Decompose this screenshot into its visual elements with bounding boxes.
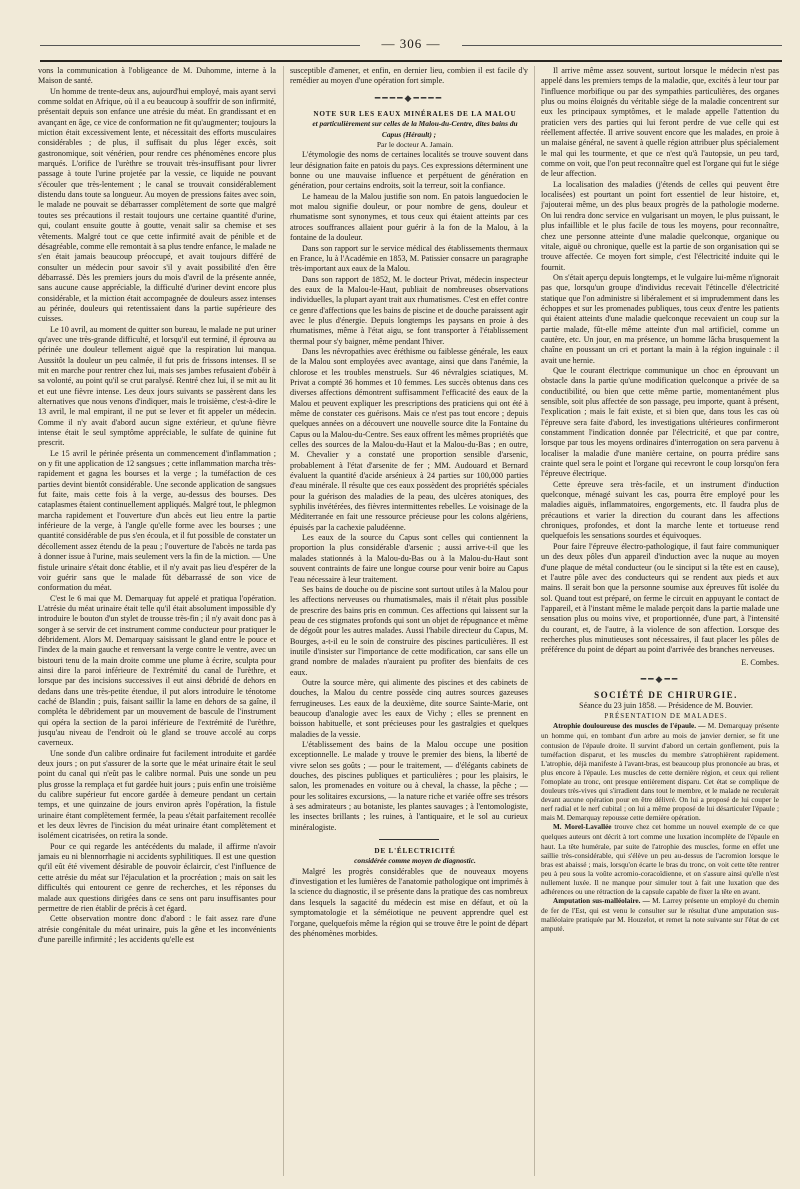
paragraph: Malgré les progrès considérables que de nouveaux moyens d'investigation et les lumières de l'anatomie pathologique ont imprimés à la science du diagnostic, il se présente dans la pratique des cas nombreux dans lesquels la sagacité du médecin est mise en défaut, et où la symptomatologie et la séméiotique ne peuvent apprendre quel est l'organe, quelquefois même la région qui se trouve être le point de départ des phénomènes morbides.: [290, 866, 528, 938]
paragraph: L'établissement des bains de la Malou occupe une position exceptionnelle. Le malade y trouve le premier des biens, la liberté de vivre selon ses goûts ; — pour le traitement, — d'élégants cabinets de douches, des piscines publiques et particulières ; pour les plaisirs, le salon, les promenades en voiture ou à cheval, la chasse, la pêche ; — pour les solitaires excursions, — la nature riche et variée offre ses trésors à ses admirateurs ; au botaniste, les plantes sauvages ; à l'entomologiste, les insectes brillants ; les ruines, à l'antiquaire, et le sol au curieux minéralogiste.: [290, 740, 528, 832]
article-title: NOTE SUR LES EAUX MINÉRALES DE LA MALOU: [313, 110, 517, 119]
paragraph: La localisation des maladies (j'étends de celles qui peuvent être localisées) est pourtant un point fort essentiel de leur histoire, et, j'ajouterai même, un des plus beaux progrès de la pathologie moderne. On lui rendra donc service en vulgarisant un moyen, le plus puissant, le plus infaillible et le plus facile de tous les moyens, pour reconnaître, chez une personne atteinte d'une maladie quelconque, organique ou vitale, aiguë ou chronique, quelle est la partie de son organisation qui se trouve affectée. Ce moyen fort simple, c'est l'électricité induite qui le fournit.: [541, 179, 779, 272]
paragraph: Cette observation montre donc d'abord : le fait assez rare d'une atrésie congénitale du méat urinaire, puis la gêne et les inconvénients d'une pareille infirmité ; les accidents qu'elle est: [38, 914, 276, 944]
paragraph: Un homme de trente-deux ans, aujourd'hui employé, mais ayant servi comme soldat en Afrique, où il a eu beaucoup à souffrir de son infirmité, présentait depuis son enfance une atrésie du méat. En grandissant et en avançant en âge, ce vice de conformation ne fit qu'augmenter; toujours la miction était excessivement lente, et nécessitait des efforts musculaires considérables ; de plus, il suffisait du plus léger excès, soit gastronomique, soit vénérien, pour rendre ces phénomènes encore plus marqués. L'orifice de l'urèthre se trouvait très-insuffisant pour livrer passage à toute l'urine projetée par la vessie, ce liquide ne pouvant s'écouler que très-lentement ; le canal se trouvait considérablement distendu dans toute sa longueur. Au moyen de pressions faites avec soin, le malade ne pouvait se débarrasser complètement de sorte que malgré toutes ses précautions il restait toujours une certaine quantité d'urine, qui, coulant ensuite goutte à goutte, venait salir sa chemise et ses vêtements. Malgré tout ce que cette infirmité avait de pénible et de désagréable, comme elle remontait à sa plus tendre enfance, le malade ne s'en était jamais beaucoup préoccupé, et avait toujours différé de consulter un médecin pour savoir s'il y avait possibilité d'en être débarrassé. Dès les premiers jours du mois d'avril de la présente année, sans aucune cause appréciable, la difficulté d'uriner devint encore plus considérable, et la miction était accompagnée de douleurs assez intenses au périnée, douleurs qui retentissaient dans la partie supérieure des cuisses.: [38, 86, 276, 324]
column-separator: [534, 66, 535, 1176]
paragraph: Il arrive même assez souvent, surtout lorsque le médecin n'est pas appelé dans les premiers temps de la maladie, que, excités à leur tour par l'influence morbifique ou par des sympathies particulières, des organes plus ou moins éloignés du véritable siége de la maladie concentrent sur eux les principaux symptômes, et le malade appelle l'attention du praticien vers des parties qui lui feront perdre de vue celle qui est réellement affectée. Il arrive souvent encore que les malades, en proie à un malaise général, ne savent à quelle région attribuer plus spécialement le mal qui les tourmente, et que ce n'est qu'à l'autopsie, un peu tard, comme on voit, que l'on peut reconnaître quel est l'organe qui fut le siége de leur affection.: [541, 66, 779, 179]
article-subtitle: et particulièrement sur celles de la Malou-du-Centre, dites bains du Capus (Hérault) ;: [312, 119, 518, 139]
case-lead: Atrophie douloureuse des muscles de l'épaule. —: [553, 722, 706, 731]
case-text: M. Larrey présente un employé du chemin de fer de l'Est, qui est venu le consulter sur le résultat d'une amputation sus-malléolaire pratiquée par M. Houzelot, et remet la note suivante sur l'état de cet amputé.: [541, 896, 779, 934]
paragraph: vons la communication à l'obligeance de M. Duhomme, interne à la Maison de santé.: [38, 66, 276, 86]
paragraph: Outre la source mère, qui alimente des piscines et des cabinets de douches, la Malou du centre possède cinq autres sources gazeuses ferrugineuses. Les eaux de la deuxième, dite source Sainte-Marie, ont beaucoup d'analogie avec les eaux de Vichy ; elles se prennent en boisson habituelle, et sont précieuses pour les gastralgies et quelques maladies de la vessie.: [290, 677, 528, 739]
paragraph: susceptible d'amener, et enfin, en dernier lieu, combien il est facile d'y remédier au moyen d'une opération fort simple.: [290, 66, 528, 86]
author-signature: E. Combes.: [741, 657, 779, 667]
society-title: SOCIÉTÉ DE CHIRURGIE.: [594, 690, 738, 701]
case-text: trouve chez cet homme un nouvel exemple de ce que quelques auteurs ont décrit à tort comme une luxation incomplète de l'épaule en haut. La tête humérale, par suite de l'atrophie des muscles, forme en effet une saillie très-considérable, qui s'élève un peu au-dessus de l'acromion lorsque le bras est abaissé ; mais, lorsqu'on écarte le bras du tronc, on voit cette tête rentrer peu à peu sous la voûte acromio-coracoïdienne, et on s'assure ainsi qu'elle n'est nullement luxée. Il ne manque pour simuler tout à fait une luxation que des adhérences ou une rétraction de la capsule capable de fixer la tête en avant.: [541, 822, 779, 896]
paragraph: On s'était aperçu depuis longtemps, et le vulgaire lui-même n'ignorait pas que, lorsqu'un groupe d'individus recevait l'étincelle d'électricité statique que l'on administre si libéralement et si imprudemment dans les échoppes et sur les promenades publiques, tous ceux d'entre les patients qui étaient atteints d'une maladie quelconque recevaient un coup sur la partie malade, fût-elle même atteinte d'un mal artificiel, comme un cautère, etc. Un jour, en ma présence, un homme lâcha brusquement la chaîne en poussant un cri et portant la main à la région inguinale : il avait une hernie.: [541, 272, 779, 365]
case-paragraph: [541, 896, 779, 933]
paragraph: Une sonde d'un calibre ordinaire fut facilement introduite et gardée deux jours ; on put s'assurer de la sorte que le méat urinaire était le seul point du canal qui n'eût pas le calibre normal. Puis une sonde un peu plus grosse la remplaça et fut gardée huit jours ; puis enfin une troisième du calibre supérieur fut encore gardée à demeure pendant un certain temps, et une quinzaine de jours environ après l'opération, la fistule urinaire étant complètement fermée, la peau s'était parfaitement recollée et les deux lèvres de l'incision du méat urinaire étant complètement et isolément cicatrisées, on retira la sonde.: [38, 748, 276, 841]
paragraph: Pour ce qui regarde les antécédents du malade, il affirme n'avoir jamais eu ni blennorrhagie ni accidents syphilitiques. Il est une question qu'il eût été vivement désirable de pouvoir éclaircir, c'est l'influence de cette atrésie du méat sur l'éjaculation et la procréation ; mais on sait les difficultés qui entourent ce genre de recherches, et les réponses du malade aux questions dirigées dans ce sens ont paru insuffisantes pour permettre de rien établir de précis à cet égard.: [38, 841, 276, 913]
paragraph: Dans son rapport sur le service médical des établissements thermaux en France, lu à l'Académie en 1853, M. Patissier consacre un paragraphe très-important aux eaux de la Malou.: [290, 243, 528, 274]
page-number: — 306 —: [40, 36, 782, 54]
case-lead: M. Morel-Lavallée: [553, 823, 612, 832]
session-line: Séance du 23 juin 1858. — Présidence de M. Bouvier.: [579, 700, 753, 710]
paragraph: L'étymologie des noms de certaines localités se trouve souvent dans leur désignation faite en patois du pays. Ces expressions déterminent une bonne ou une mauvaise influence et perpétuent de génération en génération, pour certains endroits, soit la terreur, soit la confiance.: [290, 150, 528, 191]
column-1: [38, 66, 276, 1176]
divider-line: [379, 839, 439, 840]
header-rule: [40, 60, 782, 62]
paragraph: Le 10 avril, au moment de quitter son bureau, le malade ne put uriner qu'avec une très-grande difficulté, et lorsqu'il eut terminé, il éprouva au périnée une douleur tellement aiguë que la respiration lui manqua. Aussitôt la douleur un peu calmée, il fut pris de frissons intenses. Il se mit en marche pour rentrer chez lui, mais ses jambes refusaient d'obéir à sa volonté, au point qu'il se crut paralysé. Rentré chez lui, il se mit au lit et eut une fièvre intense. Les deux jours suivants se passèrent dans les alternatives que nous venons d'indiquer, mais le troisième, c'est-à-dire le 13 avril, le mal empirant, il ne put se lever et fit appeler un médecin. Comme il n'y avait d'abord aucun signe extérieur, et qu'une fièvre intense était le seul symptôme appréciable, le sulfate de quinine fut prescrit.: [38, 324, 276, 448]
section-heading: PRÉSENTATION DE MALADES.: [604, 711, 728, 720]
column-separator: [283, 66, 284, 1176]
paragraph: Ses bains de douche ou de piscine sont surtout utiles à la Malou pour les affections nerveuses ou rhumatismales, mais il n'était plus possible de prescrire des bains pris en commun. Ces affections qui laissent sur la peau de ces stigmates profonds qui sont un objet de répugnance et même de dégoût pour les autres malades. Aussi l'habile directeur du Capus, M. Bourges, a-t-il eu le soin de construire des piscines particulières. Il est inutile d'insister sur l'importance de cette modification, car sans elle un grand nombre de malades n'auraient pu profiter des bienfaits de ces eaux.: [290, 584, 528, 677]
case-text: M. Demarquay présente un homme qui, en tombant d'un arbre au mois de janvier dernier, se fit une contusion de l'épaule droite. Il survint d'abord un certain gonflement, puis la tuméfaction disparut, et les muscles du membre s'atrophièrent rapidement. L'atrophie, déjà manifeste à l'avant-bras, est beaucoup plus prononcée au bras, et plus encore à l'épaule. Les muscles de cette dernière région, et ceux qui relient l'omoplate au tronc, ont presque entièrement disparu. Cet état se complique de douleurs très-vives qui s'irradient dans tout le membre, et le malade ne reculerait devant aucune opération pour en être délivré. On lui a proposé de lui couper le nerf radial et le nerf cubital ; on lui a même proposé de lui désarticuler l'épaule ; mais M. Demarquay repousse cette dernière opération.: [541, 721, 779, 823]
paragraph: Cette épreuve sera très-facile, et un instrument d'induction quelconque, ménagé suivant les cas, pourra être employé pour les maladies aiguës, inflammatoires, engorgements, etc. Il faudra plus de précautions et varier la direction du courant dans les affections chroniques, profondes, et dont la marche lente et tortueuse rend quelquefois les sensations sourdes et équivoques.: [541, 479, 779, 541]
paragraph: Le 15 avril le périnée présenta un commencement d'inflammation ; on y fit une application de 12 sangsues ; cette inflammation marcha très-rapidement et gagna les bourses et la verge ; la tuméfaction de ces parties devint bientôt considérable. Une seconde application de sangsues fut faite, mais cette fois à la verge, au-dessus des bourses. Des cataplasmes étaient continuellement appliqués. Malgré tout, le phlegmon marcha rapidement et l'ouverture d'un abcès eut lieu entre la partie inférieure de la verge, à l'angle qu'elle forme avec les bourses ; une quantité considérable de pus s'en écoula, et il fut possible de constater un décollement assez étendu de la peau ; l'ouverture de l'abcès ne tarda pas à donner issue à l'urine, mais seulement vers la fin de la miction. — Une fistule urinaire s'était donc établie, et il n'y avait pas lieu d'espérer de la voir guérir sans que le malade fût débarrassé de son vice de conformation du méat.: [38, 448, 276, 593]
ornament-divider: ━━◆━━: [640, 673, 680, 684]
paragraph: Les eaux de la source du Capus sont celles qui contiennent la proportion la plus considérable d'arsenic ; aussi arrive-t-il que les malades stationnés à la Malou-du-Bas ou à la Malou-du-Haut sont souvent contraints de faire une longue course pour venir boire au Capus l'eau nécessaire à leur traitement.: [290, 533, 528, 584]
article-title: DE L'ÉLECTRICITÉ: [374, 847, 456, 856]
case-lead: Amputation sus-malléolaire. —: [553, 897, 650, 906]
paragraph: Que le courant électrique communique un choc en éprouvant un obstacle dans la partie qu'une modification quelconque a privée de sa conductibilité, ou bien que cette même partie, momentanément plus sensible, soit plus affectée de son passage, peu importe, quant à présent, l'explication ; mais le fait existe, et si bien que, dans tous les cas où l'épreuve sera faite d'abord, les investigations ultérieures confirmeront constamment l'indication donnée par l'électricité, et que par contre, lorsque par tous les moyens ordinaires d'interrogation on sera parvenu à localiser la maladie d'une manière certaine, on pourra prédire sans crainte quel sera le point et l'organe qui recevront le coup lorsqu'on fera l'épreuve électrique.: [541, 365, 779, 479]
case-paragraph: [541, 822, 779, 896]
column-3: [541, 66, 779, 1176]
paragraph: C'est le 6 mai que M. Demarquay fut appelé et pratiqua l'opération. L'atrésie du méat urinaire était telle qu'il était absolument impossible d'y introduire le bouton d'un stylet de trousse très-fin ; il n'y avait donc pas à songer à se servir de cet instrument comme conducteur pour pratiquer le débridement. Alors M. Demarquay saisissant le gland entre le pouce et l'index de la main gauche et renversant la verge contre le ventre, avec un bistouri tenu de la main droite comme une plume à écrire, sculpta pour ainsi dire la paroi inférieure de l'extrémité du canal de l'urèthre, et lorsque par des incisions successives il eut ainsi débridé de dehors en dedans dans une très-petite étendue, il put alors introduire le ténotome caché de Blandin ; puis, faisant saillir la lame en dehors de sa gaîne, il compléta le débridement par un mouvement de bascule de l'instrument qui opéra la section de la paroi inférieure de l'extrémité de l'urèthre, jusqu'au niveau de l'endroit où le gland se trouve accolé au corps caverneux.: [38, 593, 276, 748]
paragraph: Dans les névropathies avec éréthisme ou faiblesse générale, les eaux de la Malou sont employées avec avantage, ainsi que dans l'anémie, la chlorose et les troubles menstruels. Sur 46 névralgies sciatiques, M. Privat a compté 36 hommes et 10 femmes. Les succès obtenus dans ces diverses affections démontrent suffisamment l'efficacité des eaux de la Malou et peuvent expliquer les prescriptions des praticiens qui ont été à même de constater ces guérisons. Mais ce n'est pas tout encore ; depuis quelques années on a découvert une nouvelle source dite la Fontaine du Capus ou la Malou-du-Centre. Ses eaux offrent les mêmes propriétés que celles des sources de la Malou-du-Haut et la Malou-du-Bas ; en outre, M. Chevalier y a constaté une proportion sensible d'arsenic, probablement à l'état d'arsenite de fer ; MM. Audouard et Bernard évaluent la quantité d'acide arsénieux à 24 parties sur 100,000 parties d'eau minérale. Il résulte que ces eaux possèdent des propriétés spéciales pour la guérison des maladies de la peau, des ulcères atoniques, des syphilis invétérées, des fièvres intermittentes rebelles. Le voisinage de la Méditerranée en fait une ressource précieuse pour les colons algériens, épuisés par la cachexie paludéenne.: [290, 346, 528, 532]
article-byline: Par le docteur A. Jamain.: [376, 140, 454, 150]
paragraph: Dans son rapport de 1852, M. le docteur Privat, médecin inspecteur des eaux de la Malou-le-Haut, publiait de nombreuses observations individuelles, la plupart ayant trait aux rhumatismes. C'est en effet contre ce genre d'affections que les bains de piscine et de douche paraissent agir avec le plus d'énergie. Depuis longtemps les paysans en proie à des rhumatismes, même à l'état aigu, se font transporter à l'établissement thermal pour s'y baigner, même pendant l'hiver.: [290, 274, 528, 346]
column-2: [290, 66, 528, 1176]
paragraph: Pour faire l'épreuve électro-pathologique, il faut faire communiquer un des deux pôles d'un appareil d'induction avec la nuque au moyen d'une plaque de métal conducteur (ou le sinciput si la tête est en cause), et l'autre pôle avec des conducteurs qui se rendent aux pieds et aux mains. Il serait bon que la personne soumise aux épreuves fût isolée du sol. Quand tout est préparé, on ferme le circuit en appuyant le contact de l'appareil, et à l'instant même le malade perçoit dans la partie malade une sensation plus ou moins vive, et proportionnée, d'une part, à l'intensité du courant, et, de l'autre, à la violence de son affection. Lorsque des recherches plus minutieuses sont nécessaires, il faut placer les pôles de préférence du point de départ au point d'arrivée des branches nerveuses.: [541, 541, 779, 655]
article-subtitle: considérée comme moyen de diagnostic.: [354, 856, 476, 866]
paragraph: Le hameau de la Malou justifie son nom. En patois languedocien le mot malou signifie douleur, or pour nombre de gens, douleur et rhumatisme sont synonymes, et tous ceux qui étaient atteints par ces atroces souffrances allaient pour guérir à la fon de la Malou, à la fontaine de la douleur.: [290, 191, 528, 243]
ornament-divider: ━━━━◆━━━━: [374, 92, 444, 103]
case-paragraph: [541, 721, 779, 822]
